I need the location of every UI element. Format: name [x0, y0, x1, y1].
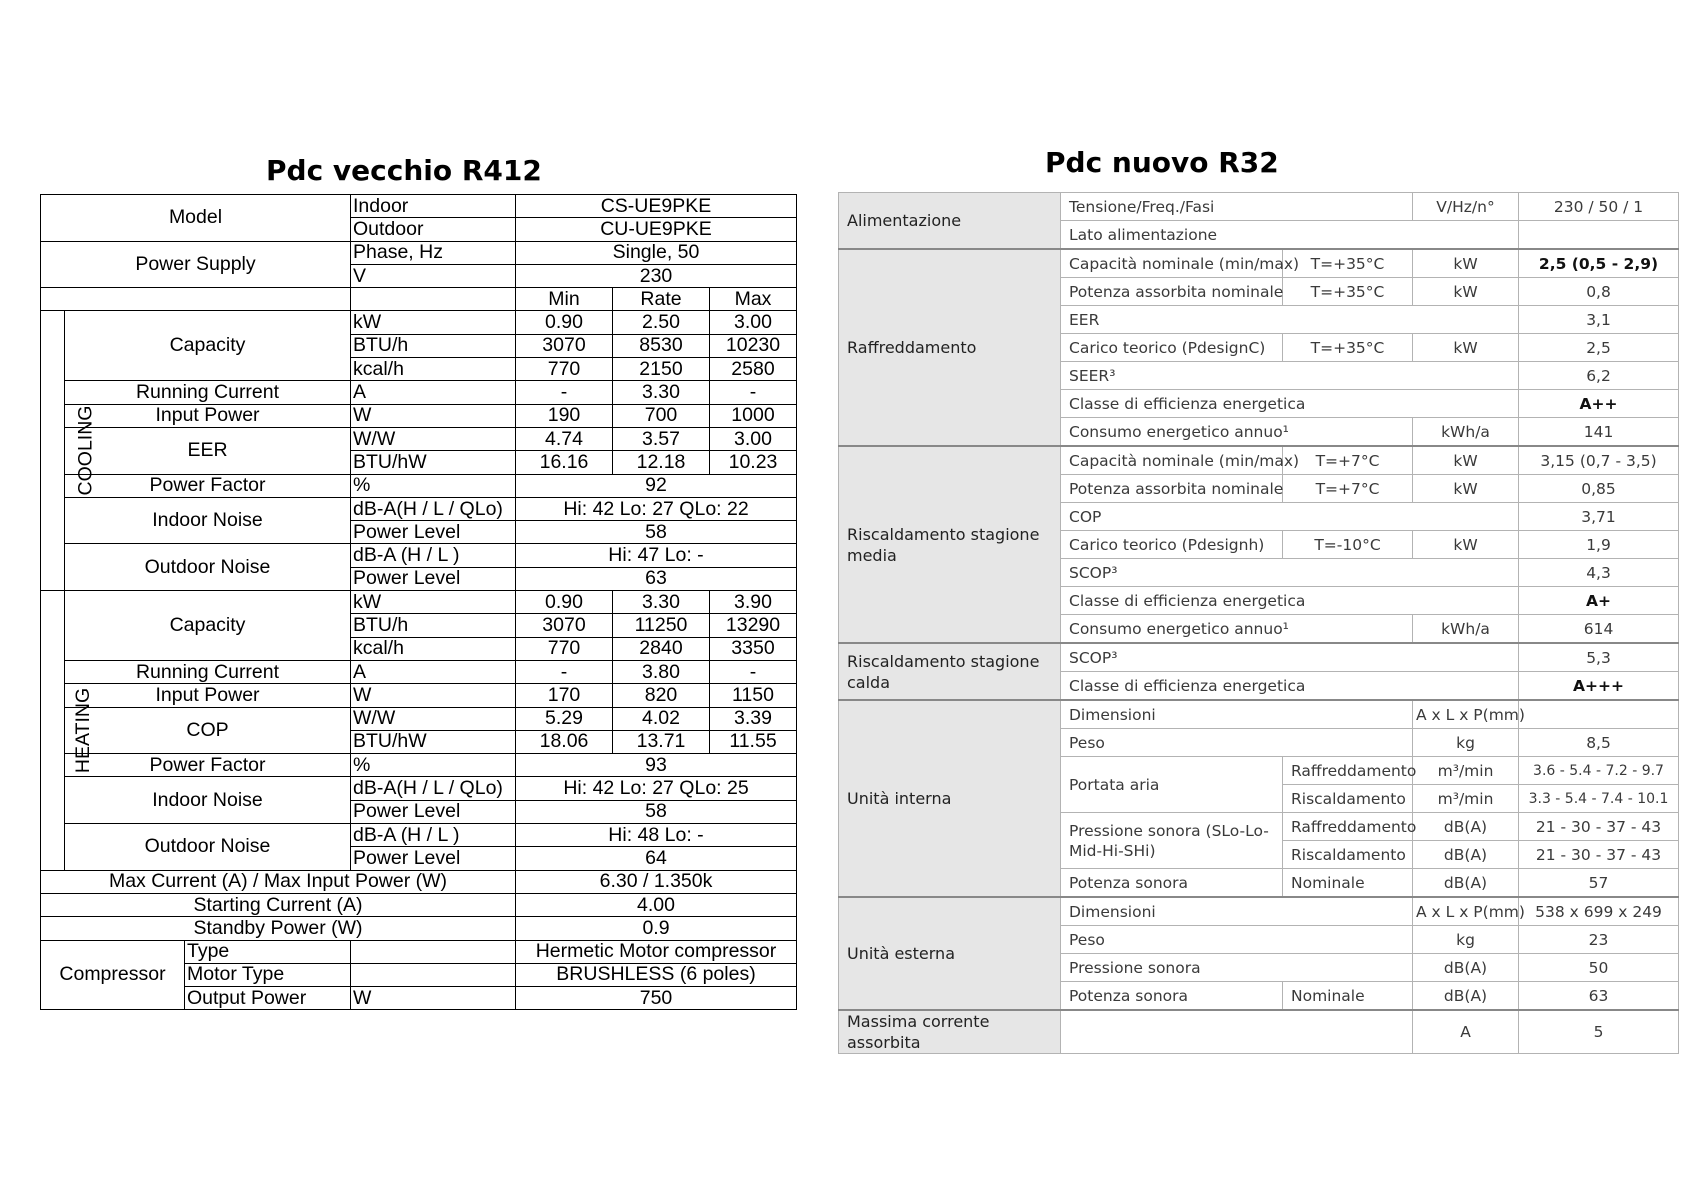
cell: 1000 [710, 404, 797, 427]
outdoor-noise-label: Outdoor Noise [65, 824, 351, 871]
row-label: Potenza sonora [1061, 869, 1283, 898]
col-rate: Rate [613, 288, 710, 311]
condition: T=+35°C [1283, 278, 1413, 306]
row-label: COP [1061, 503, 1519, 531]
value: 0,85 [1519, 475, 1679, 503]
cell: Hi: 42 Lo: 27 QLo: 22 [516, 497, 797, 520]
value [1519, 221, 1679, 250]
row-label: Tensione/Freq./Fasi [1061, 193, 1413, 221]
unit-dba: dB-A (H / L ) [351, 544, 516, 567]
cell: 4.74 [516, 427, 613, 450]
unit-dba: dB-A(H / L / QLo) [351, 777, 516, 800]
motor-type-value: BRUSHLESS (6 poles) [516, 963, 797, 986]
section-unita-esterna: Unità esterna [839, 897, 1061, 1010]
value: 23 [1519, 926, 1679, 954]
blank [351, 940, 516, 963]
cell: 92 [516, 474, 797, 497]
cell: 0.90 [516, 591, 613, 614]
condition: T=+7°C [1283, 446, 1413, 475]
row-label: Classe di efficienza energetica [1061, 390, 1519, 418]
power-level-label: Power Level [351, 521, 516, 544]
unit-btuhw: BTU/hW [351, 730, 516, 753]
unit-pct: % [351, 754, 516, 777]
row-label: Dimensioni [1061, 897, 1413, 926]
unit-btuhw: BTU/hW [351, 451, 516, 474]
condition: Raffreddamento [1283, 757, 1413, 785]
value: 1,9 [1519, 531, 1679, 559]
value: 63 [1519, 982, 1679, 1011]
standby-power-value: 0.9 [516, 917, 797, 940]
unit-w: W [351, 404, 516, 427]
cell: - [516, 660, 613, 683]
title-old-unit: Pdc vecchio R412 [266, 154, 542, 187]
cell: 3.00 [710, 311, 797, 334]
old-spec-table [40, 194, 797, 1010]
input-power-label: Input Power [65, 684, 351, 707]
value: 4,3 [1519, 559, 1679, 587]
unit-kw: kW [351, 591, 516, 614]
unit: dB(A) [1413, 869, 1519, 898]
cell: 770 [516, 358, 613, 381]
unit-kw: kW [351, 311, 516, 334]
col-min: Min [516, 288, 613, 311]
value: 2,5 [1519, 334, 1679, 362]
row-label: EER [1061, 306, 1519, 334]
power-factor-label: Power Factor [65, 754, 351, 777]
cell: 2150 [613, 358, 710, 381]
row-label: Pressione sonora [1061, 954, 1413, 982]
heating-section-label: HEATING [41, 591, 65, 871]
cell: 700 [613, 404, 710, 427]
max-current-value: 6.30 / 1.350k [516, 870, 797, 893]
row-label: Classe di efficienza energetica [1061, 672, 1519, 701]
row-label: Dimensioni [1061, 700, 1413, 729]
cell: 16.16 [516, 451, 613, 474]
row-label: Consumo energetico annuo¹ [1061, 418, 1413, 447]
condition: Raffreddamento [1283, 813, 1413, 841]
type-label: Type [185, 940, 351, 963]
cell: 4.02 [613, 707, 710, 730]
cell: - [516, 381, 613, 404]
value: 3.3 - 5.4 - 7.4 - 10.1 [1519, 785, 1679, 813]
row-label: Potenza sonora [1061, 982, 1283, 1011]
cop-label: COP [65, 707, 351, 754]
cell: Hi: 42 Lo: 27 QLo: 25 [516, 777, 797, 800]
unit: A [1413, 1010, 1519, 1054]
row-label: Capacità nominale (min/max) [1061, 446, 1283, 475]
title-new-unit: Pdc nuovo R32 [1045, 146, 1279, 179]
voltage-value: 230 [516, 264, 797, 287]
unit: dB(A) [1413, 954, 1519, 982]
cell: Hi: 48 Lo: - [516, 824, 797, 847]
phase-value: Single, 50 [516, 241, 797, 264]
unit: kW [1413, 531, 1519, 559]
row-label: SCOP³ [1061, 643, 1519, 672]
unit-pct: % [351, 474, 516, 497]
condition: Riscaldamento [1283, 841, 1413, 869]
power-level-label: Power Level [351, 567, 516, 590]
condition: Nominale [1283, 982, 1413, 1011]
eer-label: EER [65, 427, 351, 474]
cell: 820 [613, 684, 710, 707]
phase-label: Phase, Hz [351, 241, 516, 264]
value: 6,2 [1519, 362, 1679, 390]
row-label: SEER³ [1061, 362, 1519, 390]
max-current-label: Max Current (A) / Max Input Power (W) [41, 870, 516, 893]
output-power-value: 750 [516, 987, 797, 1010]
unit: kW [1413, 334, 1519, 362]
unit: kg [1413, 729, 1519, 757]
section-unita-interna: Unità interna [839, 700, 1061, 897]
cell: 3070 [516, 614, 613, 637]
unit-w: W [351, 684, 516, 707]
standby-power-label: Standby Power (W) [41, 917, 516, 940]
cell: 2.50 [613, 311, 710, 334]
unit-btuh: BTU/h [351, 614, 516, 637]
running-current-label: Running Current [65, 381, 351, 404]
voltage-label: V [351, 264, 516, 287]
cell: 3350 [710, 637, 797, 660]
cell: - [710, 381, 797, 404]
starting-current-label: Starting Current (A) [41, 893, 516, 916]
outdoor-label: Outdoor [351, 218, 516, 241]
power-level-label: Power Level [351, 800, 516, 823]
row-label: Potenza assorbita nominale [1061, 475, 1283, 503]
output-power-label: Output Power [185, 987, 351, 1010]
unit: V/Hz/n° [1413, 193, 1519, 221]
cell: 11.55 [710, 730, 797, 753]
row-label: Capacità nominale (min/max) [1061, 249, 1283, 278]
power-factor-label: Power Factor [65, 474, 351, 497]
section-riscaldamento-calda: Riscaldamento stagione calda [839, 643, 1061, 700]
cell: 3070 [516, 334, 613, 357]
unit-a: A [351, 381, 516, 404]
cell: 18.06 [516, 730, 613, 753]
unit: kW [1413, 278, 1519, 306]
unit: m³/min [1413, 757, 1519, 785]
cell: 190 [516, 404, 613, 427]
unit: kWh/a [1413, 418, 1519, 447]
value: 3,71 [1519, 503, 1679, 531]
row-label: Peso [1061, 729, 1413, 757]
value: 50 [1519, 954, 1679, 982]
cooling-section-label: COOLING [41, 311, 65, 591]
condition: Riscaldamento [1283, 785, 1413, 813]
value: 21 - 30 - 37 - 43 [1519, 841, 1679, 869]
value: 538 x 699 x 249 [1519, 897, 1679, 926]
starting-current-value: 4.00 [516, 893, 797, 916]
unit: kWh/a [1413, 615, 1519, 644]
unit-btuh: BTU/h [351, 334, 516, 357]
value: 5 [1519, 1010, 1679, 1054]
cell: 3.39 [710, 707, 797, 730]
condition: T=+7°C [1283, 475, 1413, 503]
cell: Hi: 47 Lo: - [516, 544, 797, 567]
row-label: Peso [1061, 926, 1413, 954]
type-value: Hermetic Motor compressor [516, 940, 797, 963]
unit-a: A [351, 660, 516, 683]
cell: 3.90 [710, 591, 797, 614]
value: 614 [1519, 615, 1679, 644]
unit: kW [1413, 446, 1519, 475]
running-current-label: Running Current [65, 660, 351, 683]
cell: 170 [516, 684, 613, 707]
blank [351, 963, 516, 986]
cell: 12.18 [613, 451, 710, 474]
value: 141 [1519, 418, 1679, 447]
unit: dB(A) [1413, 813, 1519, 841]
section-raffreddamento: Raffreddamento [839, 249, 1061, 446]
condition: T=+35°C [1283, 334, 1413, 362]
section-alimentazione: Alimentazione [839, 193, 1061, 250]
value: 8,5 [1519, 729, 1679, 757]
cooling-capacity-label: Capacity [65, 311, 351, 381]
condition: T=-10°C [1283, 531, 1413, 559]
cell: 10230 [710, 334, 797, 357]
value: 3,15 (0,7 - 3,5) [1519, 446, 1679, 475]
cell: 10.23 [710, 451, 797, 474]
cell: 3.30 [613, 381, 710, 404]
row-label: Carico teorico (Pdesignh) [1061, 531, 1283, 559]
heating-capacity-label: Capacity [65, 591, 351, 661]
indoor-noise-label: Indoor Noise [65, 497, 351, 544]
cell: 58 [516, 800, 797, 823]
row-label: Portata aria [1061, 757, 1283, 813]
cell: 93 [516, 754, 797, 777]
unit: dB(A) [1413, 982, 1519, 1011]
unit: kW [1413, 475, 1519, 503]
unit: m³/min [1413, 785, 1519, 813]
row-label: SCOP³ [1061, 559, 1519, 587]
cell: 11250 [613, 614, 710, 637]
power-level-label: Power Level [351, 847, 516, 870]
compressor-label: Compressor [41, 940, 185, 1010]
cell: 3.00 [710, 427, 797, 450]
unit-dba: dB-A (H / L ) [351, 824, 516, 847]
cell: 3.80 [613, 660, 710, 683]
outdoor-noise-label: Outdoor Noise [65, 544, 351, 591]
outdoor-value: CU-UE9PKE [516, 218, 797, 241]
row-label: Pressione sonora (SLo-Lo-Mid-Hi-SHi) [1061, 813, 1283, 869]
row-label: Lato alimentazione [1061, 221, 1519, 250]
unit: A x L x P(mm) [1413, 700, 1519, 729]
row-label: Consumo energetico annuo¹ [1061, 615, 1413, 644]
unit: kW [1413, 249, 1519, 278]
value: 0,8 [1519, 278, 1679, 306]
header-blank [351, 288, 516, 311]
section-riscaldamento-media: Riscaldamento stagione media [839, 446, 1061, 643]
row-label: Carico teorico (PdesignC) [1061, 334, 1283, 362]
cell: - [710, 660, 797, 683]
cell: 13.71 [613, 730, 710, 753]
cell: 2840 [613, 637, 710, 660]
value: A+++ [1519, 672, 1679, 701]
motor-type-label: Motor Type [185, 963, 351, 986]
cell: 64 [516, 847, 797, 870]
value: A++ [1519, 390, 1679, 418]
indoor-noise-label: Indoor Noise [65, 777, 351, 824]
value: 230 / 50 / 1 [1519, 193, 1679, 221]
new-spec-table [838, 192, 1679, 1054]
unit: kg [1413, 926, 1519, 954]
unit-ww: W/W [351, 707, 516, 730]
value: A+ [1519, 587, 1679, 615]
unit: dB(A) [1413, 841, 1519, 869]
cell: 13290 [710, 614, 797, 637]
value: 3.6 - 5.4 - 7.2 - 9.7 [1519, 757, 1679, 785]
value: 57 [1519, 869, 1679, 898]
unit-dba: dB-A(H / L / QLo) [351, 497, 516, 520]
unit-ww: W/W [351, 427, 516, 450]
power-supply-label: Power Supply [41, 241, 351, 288]
cell: 5.29 [516, 707, 613, 730]
header-blank [41, 288, 351, 311]
cell: 2580 [710, 358, 797, 381]
cell: 770 [516, 637, 613, 660]
value: 3,1 [1519, 306, 1679, 334]
blank [1061, 1010, 1413, 1054]
row-label: Classe di efficienza energetica [1061, 587, 1519, 615]
section-massima-corrente: Massima corrente assorbita [839, 1010, 1061, 1054]
value: 21 - 30 - 37 - 43 [1519, 813, 1679, 841]
value: 5,3 [1519, 643, 1679, 672]
indoor-label: Indoor [351, 195, 516, 218]
col-max: Max [710, 288, 797, 311]
cell: 0.90 [516, 311, 613, 334]
unit-w: W [351, 987, 516, 1010]
cell: 3.57 [613, 427, 710, 450]
cell: 3.30 [613, 591, 710, 614]
indoor-value: CS-UE9PKE [516, 195, 797, 218]
condition: T=+35°C [1283, 249, 1413, 278]
model-label: Model [41, 195, 351, 242]
row-label: Potenza assorbita nominale [1061, 278, 1283, 306]
unit: A x L x P(mm) [1413, 897, 1519, 926]
value [1519, 700, 1679, 729]
unit-kcalh: kcal/h [351, 358, 516, 381]
cell: 63 [516, 567, 797, 590]
value: 2,5 (0,5 - 2,9) [1519, 249, 1679, 278]
cell: 58 [516, 521, 797, 544]
condition: Nominale [1283, 869, 1413, 898]
input-power-label: Input Power [65, 404, 351, 427]
unit-kcalh: kcal/h [351, 637, 516, 660]
cell: 8530 [613, 334, 710, 357]
cell: 1150 [710, 684, 797, 707]
